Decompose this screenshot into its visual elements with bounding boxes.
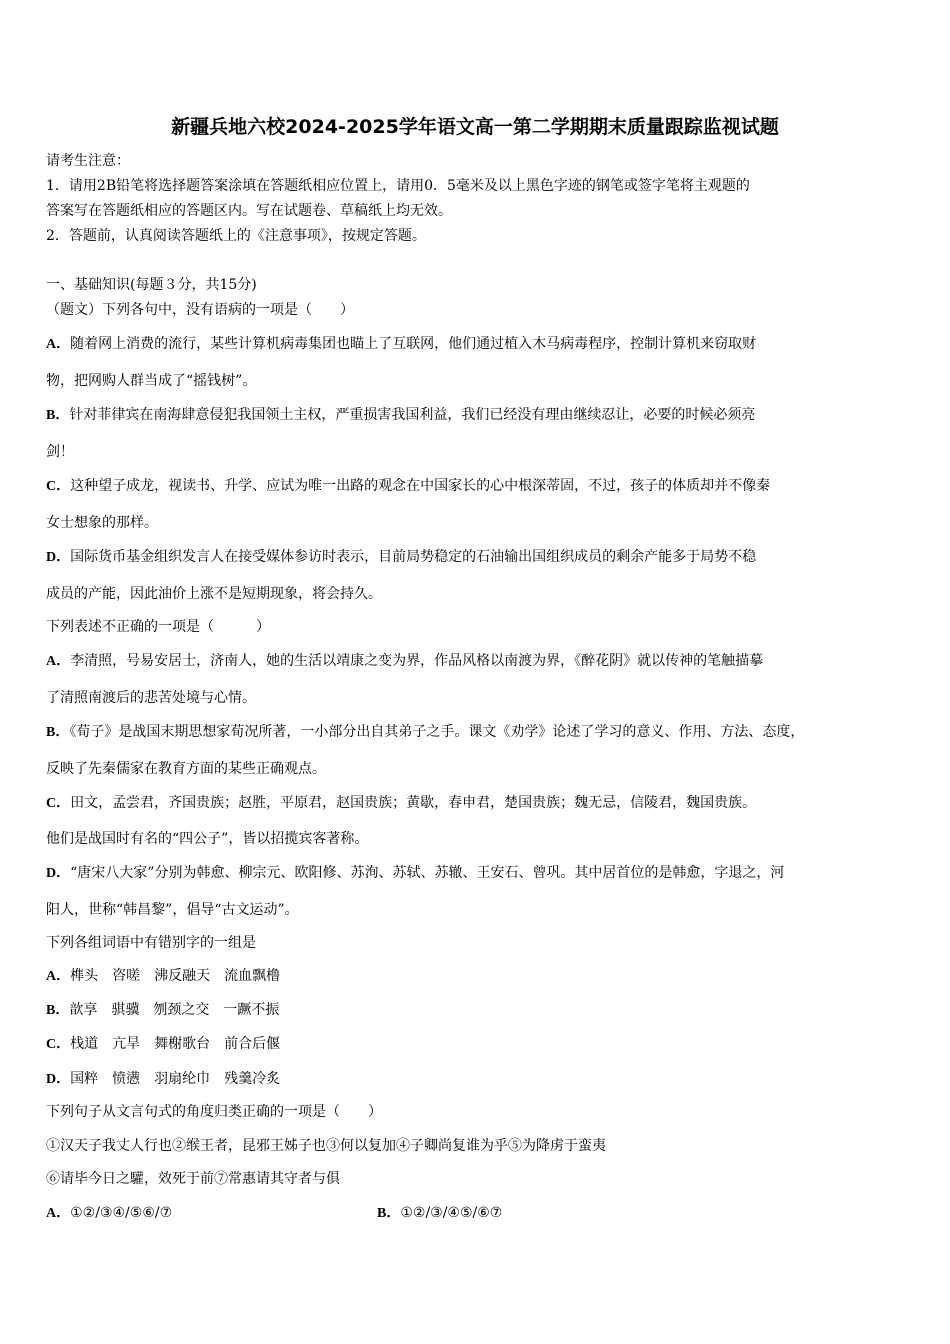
option-label: A． <box>46 654 71 669</box>
option-label: B． <box>46 1003 70 1018</box>
question-1-option-c-cont: 女士想象的那样。 <box>46 515 158 531</box>
question-3-option-c <box>46 1035 280 1054</box>
question-4-sentences-line-1: ①汉天子我丈人行也②缑王者，昆邪王姊子也③何以复加④子卿尚复谁为乎⑤为降虏于蛮夷 <box>46 1138 606 1154</box>
page-title: 新疆兵地六校2024-2025学年语文高一第二学期期末质量跟踪监视试题 <box>171 116 779 138</box>
option-text: 栈道 亢旱 舞榭歌台 前合后偃 <box>70 1036 281 1052</box>
question-4-option-a <box>46 1204 172 1223</box>
option-text: 这种望子成龙，视读书、升学、应试为唯一出路的观念在中国家长的心中根深蒂固，不过，孩子的体质却并不像秦 <box>70 478 771 494</box>
option-label: C． <box>46 479 71 494</box>
option-label: C． <box>46 1037 71 1052</box>
question-3-option-d <box>46 1070 280 1089</box>
option-label: D． <box>46 866 71 881</box>
question-2-option-c <box>46 794 756 813</box>
option-label: A． <box>46 1206 71 1221</box>
question-2-option-b <box>46 723 804 742</box>
question-2-option-a-cont: 了清照南渡后的悲苦处境与心情。 <box>46 690 256 706</box>
notice-item-2: 2．答题前，认真阅读答题纸上的《注意事项》，按规定答题。 <box>46 228 426 244</box>
option-label: D． <box>46 550 71 565</box>
notice-item-1-line-1: 1．请用2B铅笔将选择题答案涂填在答题纸相应位置上，请用0．5毫米及以上黑色字迹的钢笔或签字笔将主观题的 <box>46 178 750 194</box>
question-1-option-b <box>46 406 755 425</box>
option-label: B． <box>46 408 70 423</box>
question-2-option-b-cont: 反映了先秦儒家在教育方面的某些正确观点。 <box>46 761 326 777</box>
question-1-option-b-cont: 剑！ <box>46 444 74 460</box>
option-text: ①②/③/④⑤/⑥⑦ <box>400 1205 503 1221</box>
question-2-option-d-cont: 阳人，世称“韩昌黎”，倡导“古文运动”。 <box>46 902 299 918</box>
option-text: “唐宋八大家”分别为韩愈、柳宗元、欧阳修、苏洵、苏轼、苏辙、王安石、曾巩。其中居首位的是韩愈，字退之，河 <box>70 865 785 881</box>
question-1-option-d <box>46 548 756 567</box>
question-1-option-a <box>46 335 756 354</box>
option-label: A． <box>46 337 71 352</box>
option-text: 国际货币基金组织发言人在接受媒体参访时表示，目前局势稳定的石油输出国组织成员的剩余产能多于局势不稳 <box>70 549 757 565</box>
question-3-option-a <box>46 967 280 986</box>
question-1-option-c <box>46 477 770 496</box>
question-3-option-b <box>46 1001 279 1020</box>
option-label: D． <box>46 1072 71 1087</box>
section-heading: 一、基础知识(每题３分，共15分) <box>46 277 257 293</box>
option-text: 歆享 骐骥 刎颈之交 一蹶不振 <box>69 1002 280 1018</box>
option-text: 《荀子》是战国末期思想家荀况所著，一小部分出自其弟子之手。课文《劝学》论述了学习的意义、作用、方法、态度， <box>69 724 805 740</box>
option-label: B． <box>377 1206 401 1221</box>
notice-item-1-line-2: 答案写在答题纸相应的答题区内。写在试题卷、草稿纸上均无效。 <box>46 203 452 219</box>
question-2-stem: 下列表述不正确的一项是（ ） <box>46 619 270 635</box>
question-1-option-a-cont: 物，把网购人群当成了“摇钱树”。 <box>46 373 257 389</box>
option-text: 榫头 咨嗟 沸反融天 流血飘橹 <box>70 968 281 984</box>
question-4-stem: 下列句子从文言句式的角度归类正确的一项是（ ） <box>46 1104 382 1120</box>
question-1-option-d-cont: 成员的产能，因此油价上涨不是短期现象，将会持久。 <box>46 586 382 602</box>
option-text: ①②/③④/⑤⑥/⑦ <box>70 1205 173 1221</box>
question-1-stem: （题文）下列各句中，没有语病的一项是（ ） <box>46 302 354 318</box>
option-label: A． <box>46 969 71 984</box>
option-text: 田文，孟尝君，齐国贵族；赵胜，平原君，赵国贵族；黄歇，春申君，楚国贵族；魏无忌，信陵君，魏国贵族。 <box>70 795 757 811</box>
question-4-option-b <box>377 1204 502 1223</box>
option-text: 李清照，号易安居士，济南人，她的生活以靖康之变为界，作品风格以南渡为界，《醉花阴》就以传神的笔触描摹 <box>70 653 764 669</box>
question-4-sentences-line-2: ⑥请毕今日之驩，效死于前⑦常惠请其守者与俱 <box>46 1171 340 1187</box>
question-2-option-c-cont: 他们是战国时有名的“四公子”，皆以招揽宾客著称。 <box>46 831 369 847</box>
option-text: 针对菲律宾在南海肆意侵犯我国领土主权，严重损害我国利益，我们已经没有理由继续忍让，必要的时候必须亮 <box>69 407 756 423</box>
option-text: 国粹 愤懑 羽扇纶巾 残羹冷炙 <box>70 1071 281 1087</box>
question-2-option-d <box>46 864 784 883</box>
question-3-stem: 下列各组词语中有错别字的一组是 <box>46 935 256 951</box>
option-text: 随着网上消费的流行，某些计算机病毒集团也瞄上了互联网，他们通过植入木马病毒程序，控制计算机来窃取财 <box>70 336 757 352</box>
notice-heading: 请考生注意： <box>46 153 130 169</box>
option-label: C． <box>46 796 71 811</box>
question-2-option-a <box>46 652 763 671</box>
option-label: B． <box>46 725 70 740</box>
